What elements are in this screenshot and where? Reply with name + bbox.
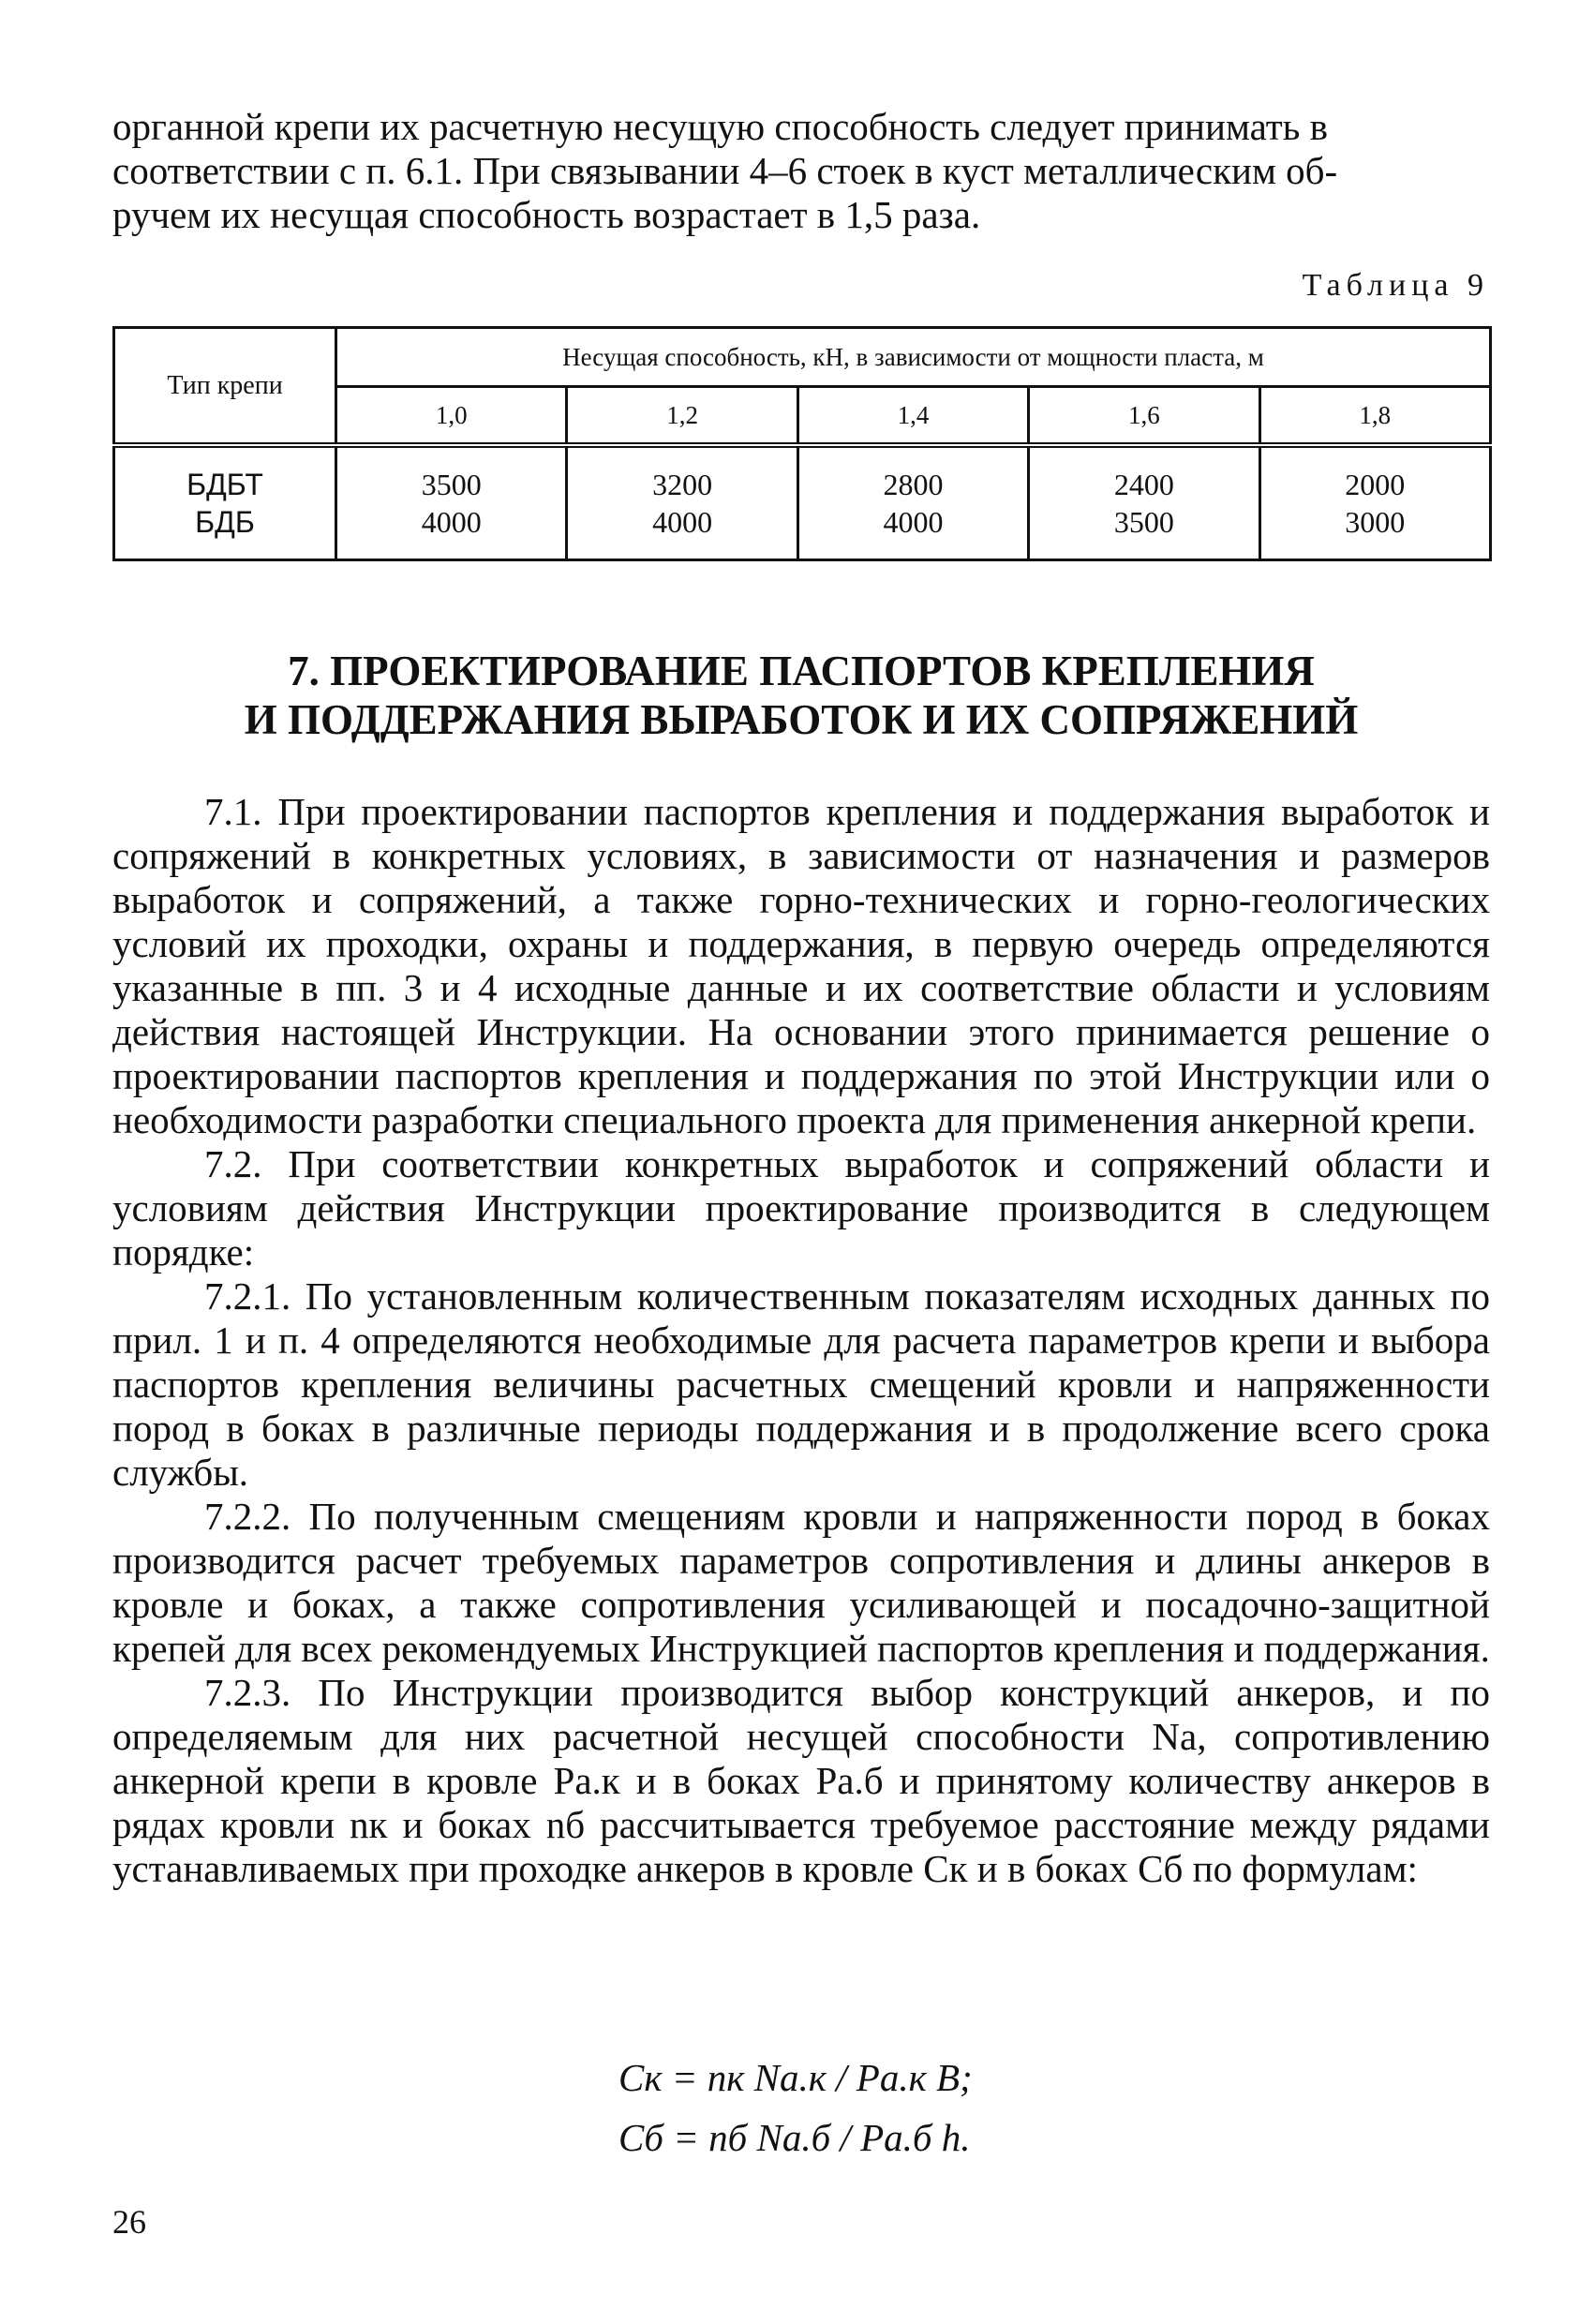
- intro-line: органной крепи их расчетную несущую способность следует принимать в: [112, 105, 1328, 148]
- value: 3200: [652, 468, 713, 501]
- value: 3500: [1113, 505, 1174, 539]
- paragraph-7-1: 7.1. При проектировании паспортов крепления и поддержания выработок и сопряжений в конкретных условиях, в зависимости от назначения и размеров выработок и сопряжений, а также горно-технических и горно-геологических условий их проходки, охраны и поддержания, в первую очередь определяются указанные в пп. 3 и 4 исходные данные и их соответствие области и условиям действия настоящей Инструкции. На основании этого принимается решение о проектировании паспортов крепления и поддержания по этой Инструкции или о необходимости разработки специального проекта для применения анкерной крепи.: [112, 790, 1490, 1141]
- section-body: [112, 790, 1490, 1891]
- intro-paragraph: [112, 105, 1490, 237]
- paragraph-7-2: 7.2. При соответствии конкретных выработок и сопряжений области и условиям действия Инструкции проектирование производится в следующем порядке:: [112, 1142, 1490, 1274]
- type-name: БДБТ: [186, 468, 263, 501]
- paragraph-7-2-3: 7.2.3. По Инструкции производится выбор конструкций анкеров, и по определяемым для них расчетной несущей способности Nа, сопротивлению анкерной крепи в кровле Pа.к и в боках Pа.б и принятому количеству анкеров в рядах кровли nк и боках nб рассчитывается требуемое расстояние между рядами устанавливаемых при проходке анкеров в кровле Cк и в боках Cб по формулам:: [112, 1671, 1490, 1890]
- table-header-thickness: 1,6: [1029, 387, 1259, 446]
- table-header-thickness: 1,8: [1259, 387, 1491, 446]
- type-name: БДБ: [195, 505, 255, 539]
- table-cell: [1259, 445, 1491, 560]
- value: 3000: [1345, 505, 1406, 539]
- value: 4000: [652, 505, 713, 539]
- formula-cb: Cб = nб Nа.б / Pа.б h.: [618, 2116, 971, 2159]
- table-header-thickness: 1,4: [797, 387, 1028, 446]
- section-title-line: И ПОДДЕРЖАНИЯ ВЫРАБОТОК И ИХ СОПРЯЖЕНИЙ: [244, 696, 1359, 743]
- value: 4000: [421, 505, 482, 539]
- table-header-type: Тип крепи: [114, 328, 336, 446]
- table-cell-types: [114, 445, 336, 560]
- paragraph-7-2-2: 7.2.2. По полученным смещениям кровли и напряженности пород в боках производится расчет требуемых параметров сопротивления и длины анкеров в кровле и боках, а также сопротивления усиливающей и посадочно-защитной крепей для всех рекомендуемых Инструкцией паспортов крепления и поддержания.: [112, 1495, 1490, 1670]
- intro-line: соответствии с п. 6.1. При связывании 4–6 стоек в куст металлическим об-: [112, 149, 1338, 192]
- load-capacity-table: [112, 326, 1492, 561]
- page-number: 26: [112, 2203, 146, 2241]
- value: 4000: [883, 505, 944, 539]
- paragraph-7-2-1: 7.2.1. По установленным количественным показателям исходных данных по прил. 1 и п. 4 определяются необходимые для расчета параметров крепи и выбора паспортов крепления величины расчетных смещений кровли и напряженности пород в боках в различные периоды поддержания и в продолжение всего срока службы.: [112, 1274, 1490, 1494]
- table-cell: [1029, 445, 1259, 560]
- table-header-thickness: 1,2: [567, 387, 797, 446]
- table-header-thickness: 1,0: [336, 387, 567, 446]
- section-title-line: 7. ПРОЕКТИРОВАНИЕ ПАСПОРТОВ КРЕПЛЕНИЯ: [288, 648, 1315, 694]
- value: 3500: [421, 468, 482, 501]
- value: 2400: [1113, 468, 1174, 501]
- formula-ck: Cк = nк Nа.к / Pа.к B;: [618, 2056, 973, 2099]
- table-header-group: Несущая способность, кН, в зависимости от мощности пласта, м: [336, 328, 1491, 387]
- table-cell: [797, 445, 1028, 560]
- table-cell: [567, 445, 797, 560]
- table-cell: [336, 445, 567, 560]
- value: 2000: [1345, 468, 1406, 501]
- value: 2800: [883, 468, 944, 501]
- table-caption: Таблица 9: [1302, 268, 1489, 303]
- formulas: [618, 2048, 973, 2168]
- section-heading: [112, 647, 1490, 744]
- table-row: [114, 445, 1491, 560]
- intro-line: ручем их несущая способность возрастает в 1,5 раза.: [112, 193, 981, 236]
